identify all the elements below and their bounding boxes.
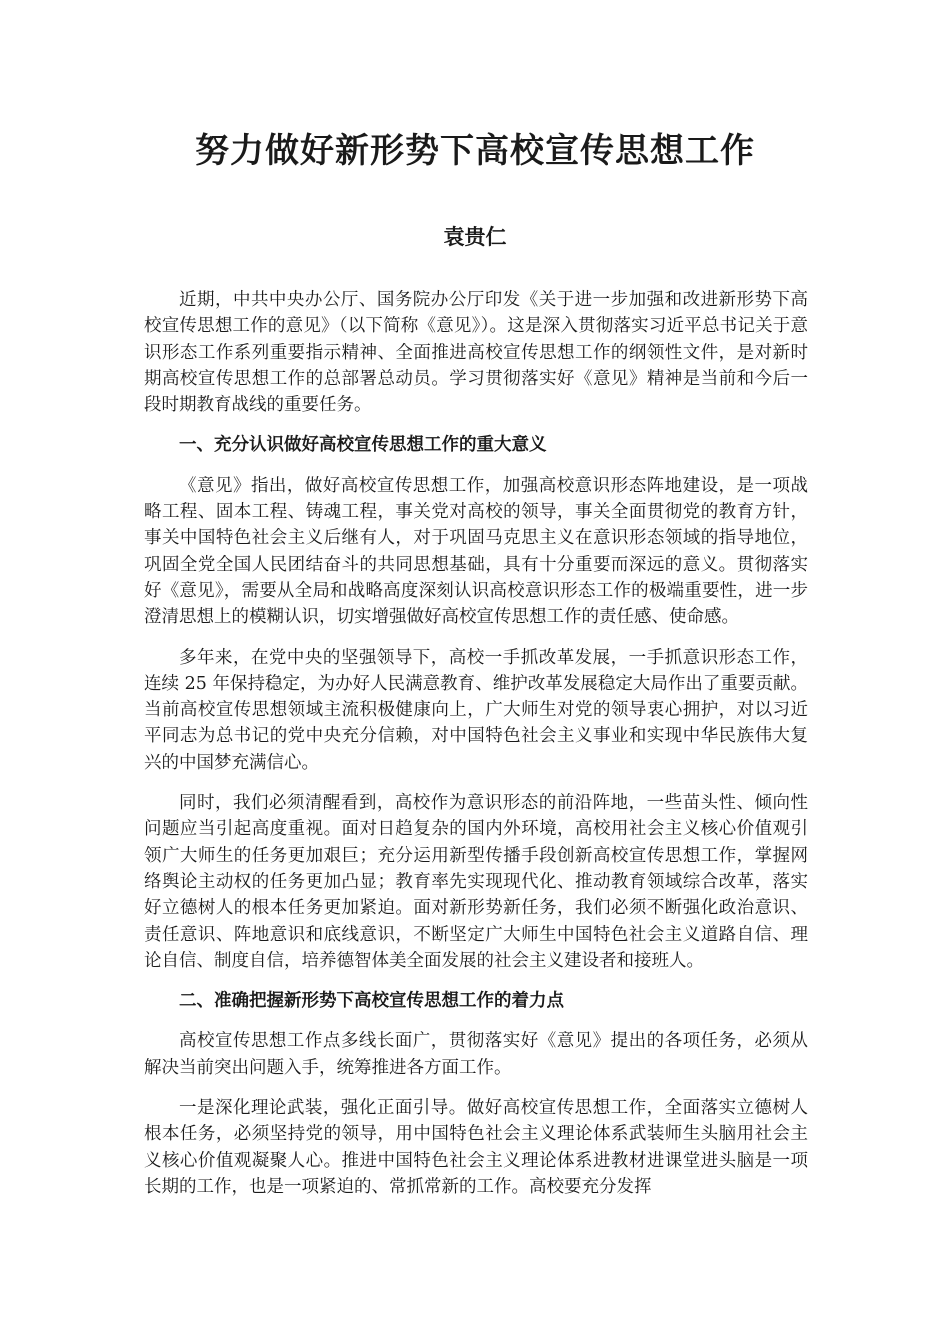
section-heading-1: 一、充分认识做好高校宣传思想工作的重大意义 bbox=[179, 435, 547, 456]
paragraph: 多年来，在党中央的坚强领导下，高校一手抓改革发展，一手抓意识形态工作，连续 25 年保持稳定，为办好人民满意教育、维护改革发展稳定大局作出了重要贡献。当前高校宣传思想领域主流积极健康向上，广大师生对党的领导衷心拥护，对以习近平同志为总书记的党中央充分信赖，对中国特色社会主义事业和实现中华民族伟大复兴的中国梦充满信心。 bbox=[144, 647, 808, 773]
paragraph: 一是深化理论武装，强化正面引导。做好高校宣传思想工作，全面落实立德树人根本任务，必须坚持党的领导，用中国特色社会主义理论体系武装师生头脑用社会主义核心价值观凝聚人心。推进中国特色社会主义理论体系进教材进课堂进头脑是一项长期的工作，也是一项紧迫的、常抓常新的工作。高校要充分发挥 bbox=[144, 1098, 808, 1197]
paragraph-intro: 近期，中共中央办公厅、国务院办公厅印发《关于进一步加强和改进新形势下高校宣传思想工作的意见》（以下简称《意见》）。这是深入贯彻落实习近平总书记关于意识形态工作系列重要指示精神、全面推进高校宣传思想工作的纲领性文件，是对新时期高校宣传思想工作的总部署总动员。学习贯彻落实好《意见》精神是当前和今后一段时期教育战线的重要任务。 bbox=[144, 290, 808, 416]
paragraph: 同时，我们必须清醒看到，高校作为意识形态的前沿阵地，一些苗头性、倾向性问题应当引起高度重视。面对日趋复杂的国内外环境，高校用社会主义核心价值观引领广大师生的任务更加艰巨；充分运用新型传播手段创新高校宣传思想工作，掌握网络舆论主动权的任务更加凸显；教育率先实现现代化、推动教育领域综合改革，落实好立德树人的根本任务更加紧迫。面对新形势新任务，我们必须不断强化政治意识、责任意识、阵地意识和底线意识，不断坚定广大师生中国特色社会主义道路自信、理论自信、制度自信，培养德智体美全面发展的社会主义建设者和接班人。 bbox=[144, 793, 808, 971]
paragraph: 《意见》指出，做好高校宣传思想工作，加强高校意识形态阵地建设，是一项战略工程、固本工程、铸魂工程，事关党对高校的领导，事关全面贯彻党的教育方针，事关中国特色社会主义后继有人，对于巩固马克思主义在意识形态领域的指导地位，巩固全党全国人民团结奋斗的共同思想基础，具有十分重要而深远的意义。贯彻落实好《意见》，需要从全局和战略高度深刻认识高校意识形态工作的极端重要性，进一步澄清思想上的模糊认识，切实增强做好高校宣传思想工作的责任感、使命感。 bbox=[144, 475, 808, 628]
document-body bbox=[144, 287, 808, 1214]
document-author: 袁贵仁 bbox=[443, 225, 507, 249]
paragraph: 高校宣传思想工作点多线长面广，贯彻落实好《意见》提出的各项任务，必须从解决当前突出问题入手，统筹推进各方面工作。 bbox=[144, 1031, 808, 1078]
section-heading-2: 二、准确把握新形势下高校宣传思想工作的着力点 bbox=[179, 991, 564, 1012]
document-title: 努力做好新形势下高校宣传思想工作 bbox=[195, 131, 755, 171]
